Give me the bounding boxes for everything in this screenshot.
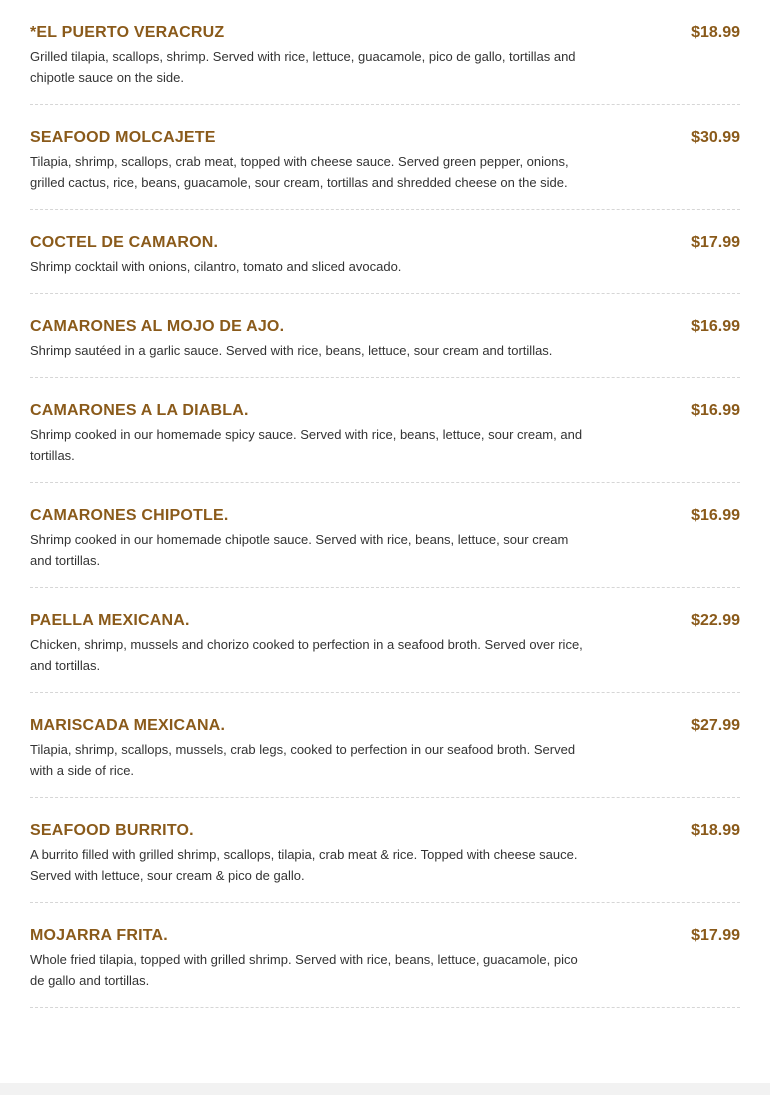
- item-name: CAMARONES CHIPOTLE.: [30, 507, 229, 524]
- item-name: *EL PUERTO VERACRUZ: [30, 24, 225, 41]
- item-price: $27.99: [691, 717, 740, 734]
- item-description: Tilapia, shrimp, scallops, mussels, crab legs, cooked to perfection in our seafood broth. Served with a side of rice.: [30, 742, 576, 778]
- item-price: $18.99: [691, 24, 740, 41]
- item-name: MOJARRA FRITA.: [30, 927, 168, 944]
- item-description: Shrimp cooked in our homemade spicy sauce. Served with rice, beans, lettuce, sour cream, and tortillas.: [30, 427, 583, 463]
- item-price: $16.99: [691, 318, 740, 335]
- footer-band: [0, 1083, 770, 1095]
- item-price: $16.99: [691, 507, 740, 524]
- menu-item: [30, 588, 740, 693]
- item-name: SEAFOOD MOLCAJETE: [30, 129, 216, 146]
- item-name: CAMARONES AL MOJO DE AJO.: [30, 318, 285, 335]
- item-description: Whole fried tilapia, topped with grilled shrimp. Served with rice, beans, lettuce, guacamole, pico de gallo and tortillas.: [30, 952, 578, 988]
- menu-item: [30, 105, 740, 210]
- menu-item: [30, 378, 740, 483]
- item-description: A burrito filled with grilled shrimp, scallops, tilapia, crab meat & rice. Topped with cheese sauce. Served with lettuce, sour cream & pico de gallo.: [30, 847, 578, 883]
- menu-list: [30, 0, 740, 1008]
- item-description: Shrimp cocktail with onions, cilantro, tomato and sliced avocado.: [30, 259, 402, 274]
- item-price: $18.99: [691, 822, 740, 839]
- item-price: $22.99: [691, 612, 740, 629]
- menu-item: [30, 483, 740, 588]
- item-name: MARISCADA MEXICANA.: [30, 717, 226, 734]
- menu-item: [30, 798, 740, 903]
- menu-item: [30, 693, 740, 798]
- item-price: $30.99: [691, 129, 740, 146]
- item-description: Grilled tilapia, scallops, shrimp. Served with rice, lettuce, guacamole, pico de gallo, tortillas and chipotle sauce on the side.: [30, 49, 576, 85]
- item-description: Chicken, shrimp, mussels and chorizo cooked to perfection in a seafood broth. Served over rice, and tortillas.: [30, 637, 583, 673]
- item-name: CAMARONES A LA DIABLA.: [30, 402, 249, 419]
- menu-item: [30, 903, 740, 1008]
- item-price: $17.99: [691, 927, 740, 944]
- menu-item: [30, 0, 740, 105]
- item-price: $16.99: [691, 402, 740, 419]
- item-name: SEAFOOD BURRITO.: [30, 822, 194, 839]
- item-name: PAELLA MEXICANA.: [30, 612, 190, 629]
- item-description: Tilapia, shrimp, scallops, crab meat, topped with cheese sauce. Served green pepper, onions, grilled cactus, rice, beans, guacamole, sour cream, tortillas and shredded cheese on the side.: [30, 154, 569, 190]
- menu-item: [30, 210, 740, 294]
- item-name: COCTEL DE CAMARON.: [30, 234, 219, 251]
- item-description: Shrimp cooked in our homemade chipotle sauce. Served with rice, beans, lettuce, sour cream and tortillas.: [30, 532, 569, 568]
- item-price: $17.99: [691, 234, 740, 251]
- item-description: Shrimp sautéed in a garlic sauce. Served with rice, beans, lettuce, sour cream and tortillas.: [30, 343, 553, 358]
- menu-item: [30, 294, 740, 378]
